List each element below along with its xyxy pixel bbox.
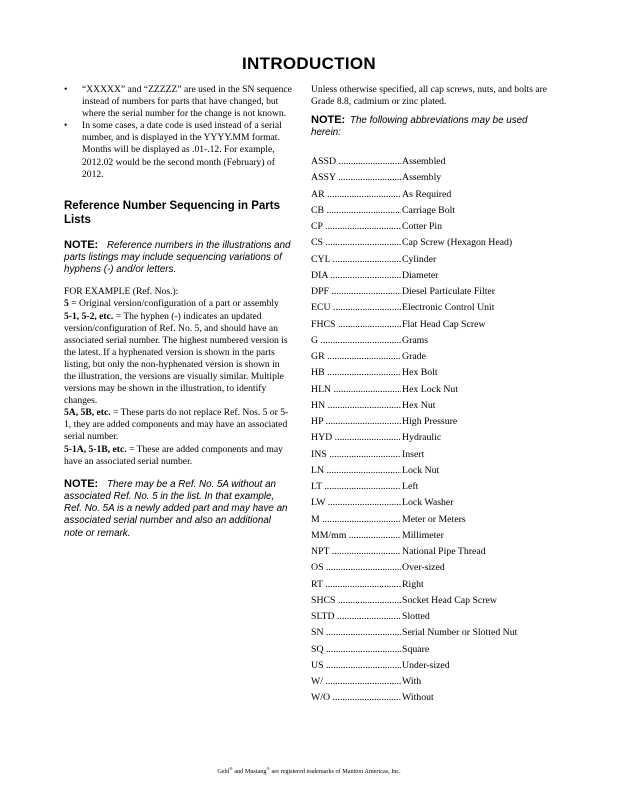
note-label: NOTE:	[64, 477, 99, 490]
note-block	[311, 114, 551, 139]
abbreviation-row	[311, 219, 551, 235]
bullet-item	[64, 120, 292, 180]
abbreviation-key: SHCS .....	[311, 595, 401, 606]
abbreviation-key: MM/mm .....	[311, 530, 401, 541]
abbreviation-value: Over-sized	[402, 562, 445, 574]
abbreviation-row	[311, 560, 551, 576]
abbreviation-value: Right	[402, 578, 424, 590]
abbreviation-value: Cap Screw (Hexagon Head)	[402, 237, 513, 249]
abbreviation-row	[311, 430, 551, 446]
abbreviation-key: DIA .....	[311, 270, 401, 281]
abbreviation-row	[311, 576, 551, 592]
footer-trademark	[0, 766, 618, 775]
abbreviation-value: Diesel Particulate Filter	[402, 286, 496, 298]
abbreviation-key: HLN .....	[311, 384, 401, 395]
registered-mark: ®	[229, 766, 233, 771]
example-item	[64, 444, 292, 468]
example-text: = Original version/configuration of a part or assembly	[71, 298, 279, 310]
abbreviation-value: Lock Nut	[402, 464, 440, 476]
note-text: Reference numbers in the illustrations and parts listings may include sequencing variations of hyphens (-) and/or letters.	[64, 239, 291, 276]
footer-brand: Mustang	[244, 768, 267, 776]
abbreviation-row	[311, 349, 551, 365]
example-key: 5-1A, 5-1B, etc.	[64, 443, 127, 455]
abbreviation-value: Millimeter	[402, 529, 444, 541]
abbreviation-value: Lock Washer	[402, 497, 454, 509]
abbreviation-row	[311, 690, 551, 706]
abbreviation-row	[311, 495, 551, 511]
abbreviation-key: HB .....	[311, 367, 401, 378]
registered-mark: ®	[266, 766, 270, 771]
example-key: 5A, 5B, etc.	[64, 407, 111, 419]
footer-text: are registered trademarks of Manitou Americas, Inc.	[269, 768, 401, 776]
abbreviation-key: SQ .....	[311, 644, 401, 655]
abbreviation-row	[311, 527, 551, 543]
abbreviation-row	[311, 332, 551, 348]
example-block	[64, 286, 292, 467]
abbreviation-key: FHCS .....	[311, 319, 401, 330]
abbreviation-value: Assembled	[402, 156, 446, 168]
abbreviation-value: Cylinder	[402, 253, 437, 265]
footer-brand: Gehl	[217, 768, 230, 776]
abbreviation-value: Serial Number or Slotted Nut	[402, 627, 518, 639]
abbreviation-key: CS .....	[311, 237, 401, 248]
abbreviation-key: SLTD .....	[311, 611, 401, 622]
note-block	[64, 239, 292, 277]
abbreviation-value: Insert	[402, 448, 425, 460]
abbreviation-key: G .....	[311, 335, 401, 346]
example-intro: FOR EXAMPLE (Ref. Nos.):	[64, 286, 179, 298]
abbreviation-row	[311, 641, 551, 657]
abbreviation-row	[311, 657, 551, 673]
abbreviation-key: CB .....	[311, 205, 401, 216]
left-column	[64, 84, 292, 540]
abbreviation-value: Hex Bolt	[402, 367, 438, 379]
abbreviation-value: Square	[402, 643, 430, 655]
example-key: 5	[64, 298, 69, 310]
abbreviation-row	[311, 365, 551, 381]
abbreviation-value: Slotted	[402, 611, 430, 623]
abbreviation-row	[311, 170, 551, 186]
abbreviation-row	[311, 381, 551, 397]
abbreviation-value: As Required	[402, 188, 452, 200]
abbreviation-value: Flat Head Cap Screw	[402, 318, 486, 330]
abbreviation-row	[311, 609, 551, 625]
abbreviation-key: RT .....	[311, 579, 401, 590]
abbreviation-key: HP .....	[311, 416, 401, 427]
abbreviation-key: ASSD .....	[311, 156, 401, 167]
abbreviation-key: INS .....	[311, 449, 401, 460]
bullet-text: “XXXXX” and “ZZZZZ” are used in the SN sequence instead of numbers for parts that have changed, but where the serial number for the change is not known.	[82, 84, 292, 120]
example-item	[64, 407, 292, 443]
abbreviation-value: Carriage Bolt	[402, 204, 456, 216]
abbreviation-key: CP .....	[311, 221, 401, 232]
abbreviation-key: SN .....	[311, 627, 401, 638]
abbreviation-value: High Pressure	[402, 416, 458, 428]
abbreviation-key: LN .....	[311, 465, 401, 476]
abbreviation-key: HYD .....	[311, 432, 401, 443]
abbreviation-key: LW .....	[311, 497, 401, 508]
abbreviation-row	[311, 592, 551, 608]
right-column	[311, 84, 551, 706]
abbreviation-row	[311, 544, 551, 560]
abbreviation-row	[311, 202, 551, 218]
abbreviation-row	[311, 316, 551, 332]
abbreviation-row	[311, 284, 551, 300]
example-text: = These are added components and may have an associated serial number.	[64, 443, 283, 467]
abbreviation-value: Without	[402, 692, 434, 704]
abbreviation-row	[311, 511, 551, 527]
abbreviation-row	[311, 479, 551, 495]
abbreviation-key: CYL .....	[311, 254, 401, 265]
abbreviation-value: Grams	[402, 334, 429, 346]
abbreviation-key: DPF .....	[311, 286, 401, 297]
abbreviation-key: M .....	[311, 514, 401, 525]
abbreviation-row	[311, 235, 551, 251]
abbreviation-key: US .....	[311, 660, 401, 671]
grade-intro: Unless otherwise specified, all cap screws, nuts, and bolts are Grade 8.8, cadmium or zinc plated.	[311, 84, 548, 108]
abbreviation-value: Left	[402, 481, 419, 493]
abbreviation-key: LT .....	[311, 481, 401, 492]
abbreviation-value: Grade	[402, 351, 426, 363]
abbreviation-value: Hex Nut	[402, 399, 436, 411]
note-text: The following abbreviations may be used herein:	[311, 115, 528, 139]
abbreviation-key: GR .....	[311, 351, 401, 362]
note-label: NOTE:	[311, 114, 346, 127]
example-key: 5-1, 5-2, etc.	[64, 310, 114, 322]
abbreviation-row	[311, 300, 551, 316]
note-block	[64, 478, 292, 540]
abbreviation-value: Under-sized	[402, 659, 450, 671]
abbreviation-value: With	[402, 676, 422, 688]
example-item	[64, 298, 292, 310]
abbreviation-key: W/O .....	[311, 692, 401, 703]
abbreviation-value: Hydraulic	[402, 432, 442, 444]
abbreviation-row	[311, 625, 551, 641]
abbreviation-value: National Pipe Thread	[402, 546, 486, 558]
abbreviation-value: Socket Head Cap Screw	[402, 594, 497, 606]
abbreviation-value: Meter or Meters	[402, 513, 466, 525]
abbreviation-row	[311, 154, 551, 170]
section-heading: Reference Number Sequencing in Parts Lists	[64, 199, 281, 226]
abbreviation-row	[311, 251, 551, 267]
abbreviation-row	[311, 186, 551, 202]
abbreviation-key: ASSY .....	[311, 172, 401, 183]
footer-text: and	[232, 768, 245, 776]
abbreviation-key: OS .....	[311, 562, 401, 573]
abbreviation-row	[311, 414, 551, 430]
abbreviation-value: Hex Lock Nut	[402, 383, 459, 395]
abbreviation-value: Cotter Pin	[402, 221, 443, 233]
abbreviation-value: Diameter	[402, 269, 439, 281]
abbreviation-value: Assembly	[402, 172, 442, 184]
abbreviation-key: NPT .....	[311, 546, 401, 557]
abbreviation-row	[311, 462, 551, 478]
bullet-icon: •	[64, 120, 68, 132]
abbreviation-key: W/ .....	[311, 676, 401, 687]
abbreviation-key: AR .....	[311, 189, 401, 200]
bullet-text: In some cases, a date code is used instead of a serial number, and is displayed in the YYYY.MM format. Months will be displayed as .01-.12. For example, 2012.02 would be the second month (February) of 2012.	[82, 120, 282, 180]
abbreviation-row	[311, 446, 551, 462]
note-text: There may be a Ref. No. 5A without an associated Ref. No. 5 in the list. In that example, Ref. No. 5A is a newly added part and may have an associated serial number and also an additional note or remark.	[64, 478, 288, 539]
example-text: = These parts do not replace Ref. Nos. 5 or 5-1, they are added components and may have an associated serial number.	[64, 407, 289, 443]
bullet-icon: •	[64, 84, 68, 95]
note-label: NOTE:	[64, 238, 99, 251]
example-text: = The hyphen (-) indicates an updated version/configuration of Ref. No. 5, and should have an associated serial number. The highest numbered version is the latest. If a hyphenated version is shown in the parts listing, but only the non-hyphenated version is shown in the illustration, the versions are visually similar. Multiple versions may be shown in the illustration, to identify changes.	[64, 310, 288, 407]
abbreviation-value: Electronic Control Unit	[402, 302, 495, 314]
abbreviation-key: HN .....	[311, 400, 401, 411]
abbreviation-row	[311, 397, 551, 413]
abbreviation-key: ECU .....	[311, 302, 401, 313]
bullet-list	[64, 84, 292, 181]
abbreviation-row	[311, 674, 551, 690]
page-title: INTRODUCTION	[242, 54, 376, 73]
abbreviation-list	[311, 154, 551, 707]
example-item	[64, 311, 292, 408]
bullet-item	[64, 84, 292, 120]
abbreviation-row	[311, 267, 551, 283]
